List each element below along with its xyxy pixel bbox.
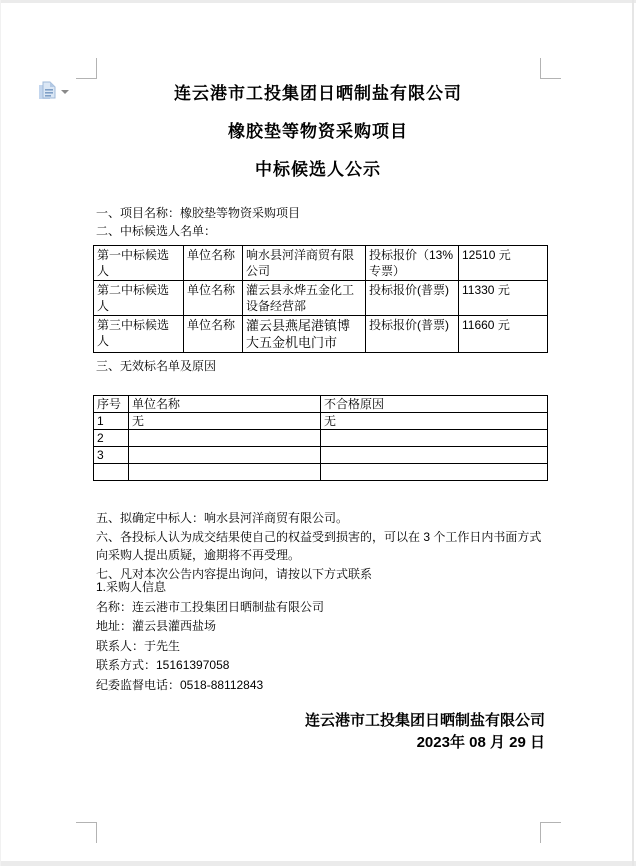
unit-name: 灌云县燕尾港镇博大五金机电门市 bbox=[243, 316, 366, 353]
purchaser-contact-phone: 联系方式：15161397058 bbox=[96, 658, 230, 673]
margin-crop-mark-top-right bbox=[540, 58, 561, 79]
candidate-rank: 第一中标候选人 bbox=[94, 246, 184, 281]
signature-date: 2023年 08 月 29 日 bbox=[416, 734, 545, 751]
price-value: 11660 元 bbox=[459, 316, 548, 353]
doc-title-company: 连云港市工投集团日晒制盐有限公司 bbox=[174, 84, 462, 103]
page-edge-bottom bbox=[0, 861, 636, 866]
unit-name: 响水县河洋商贸有限公司 bbox=[243, 246, 366, 281]
price-value: 11330 元 bbox=[459, 281, 548, 316]
invalid-table-header-row bbox=[94, 396, 548, 413]
section-2-candidate-list-label: 二、中标候选人名单： bbox=[96, 224, 217, 238]
invalid-table-row-4 bbox=[94, 464, 548, 481]
purchaser-address: 地址：灌云县灌西盐场 bbox=[96, 619, 217, 634]
seq-cell: 3 bbox=[94, 447, 129, 464]
signature-block bbox=[96, 710, 545, 754]
candidate-rank: 第三中标候选人 bbox=[94, 316, 184, 353]
reason-cell bbox=[321, 464, 548, 481]
column-header-seq: 序号 bbox=[94, 396, 129, 413]
purchaser-name: 名称：连云港市工投集团日晒制盐有限公司 bbox=[96, 599, 325, 614]
doc-title-announcement: 中标候选人公示 bbox=[255, 160, 381, 179]
candidates-table-row-1 bbox=[94, 246, 548, 281]
section-1-project-name: 一、项目名称：橡胶垫等物资采购项目 bbox=[96, 206, 301, 220]
purchaser-contact-person: 联系人：于先生 bbox=[96, 638, 181, 653]
price-label: 投标报价(普票) bbox=[366, 281, 459, 316]
unit-cell bbox=[129, 430, 321, 447]
unit-label: 单位名称 bbox=[184, 316, 243, 353]
seq-cell: 1 bbox=[94, 413, 129, 430]
section-3-invalid-bids-heading: 三、无效标名单及原因 bbox=[96, 359, 217, 373]
reason-cell bbox=[321, 447, 548, 464]
unit-cell bbox=[129, 464, 321, 481]
invalid-bids-table bbox=[93, 395, 548, 481]
purchaser-supervision-phone: 纪委监督电话：0518-88112843 bbox=[96, 677, 264, 692]
section-7-inquiry-notice: 七、凡对本次公告内容提出询问，请按以下方式联系 bbox=[96, 567, 373, 582]
candidates-table-row-3 bbox=[94, 316, 548, 353]
margin-crop-mark-top-left bbox=[76, 58, 97, 79]
price-label: 投标报价(普票) bbox=[366, 316, 459, 353]
candidates-table-row-2 bbox=[94, 281, 548, 316]
margin-crop-mark-bottom-left bbox=[76, 822, 97, 843]
reason-cell bbox=[321, 430, 548, 447]
seq-cell: 2 bbox=[94, 430, 129, 447]
candidates-table bbox=[93, 245, 548, 353]
column-header-unit: 单位名称 bbox=[129, 396, 321, 413]
purchaser-info-block bbox=[96, 578, 548, 696]
margin-crop-mark-bottom-right bbox=[540, 822, 561, 843]
price-label: 投标报价（13%专票） bbox=[366, 246, 459, 281]
unit-name: 灌云县永烨五金化工设备经营部 bbox=[243, 281, 366, 316]
candidate-rank: 第二中标候选人 bbox=[94, 281, 184, 316]
section-5-proposed-winner: 五、拟确定中标人：响水县河洋商贸有限公司。 bbox=[96, 511, 349, 525]
price-value: 12510 元 bbox=[459, 246, 548, 281]
invalid-table-row-3 bbox=[94, 447, 548, 464]
signature-company: 连云港市工投集团日晒制盐有限公司 bbox=[304, 712, 545, 729]
section-6-objection-notice: 六、各投标人认为成交结果使自己的权益受到损害的，可以在 3 个工作日内书面方式向采购人提出质疑，逾期将不再受理。 bbox=[96, 529, 542, 563]
invalid-table-row-1 bbox=[94, 413, 548, 430]
unit-label: 单位名称 bbox=[184, 246, 243, 281]
doc-title-project: 橡胶垫等物资采购项目 bbox=[228, 122, 408, 141]
sections-5-to-7-block bbox=[96, 509, 548, 584]
unit-cell bbox=[129, 447, 321, 464]
column-header-reason: 不合格原因 bbox=[321, 396, 548, 413]
seq-cell bbox=[94, 464, 129, 481]
invalid-table-row-2 bbox=[94, 430, 548, 447]
reason-cell: 无 bbox=[321, 413, 548, 430]
unit-cell: 无 bbox=[129, 413, 321, 430]
page-edge-top bbox=[0, 0, 636, 3]
purchaser-info-heading: 1.采购人信息 bbox=[96, 580, 167, 594]
unit-label: 单位名称 bbox=[184, 281, 243, 316]
